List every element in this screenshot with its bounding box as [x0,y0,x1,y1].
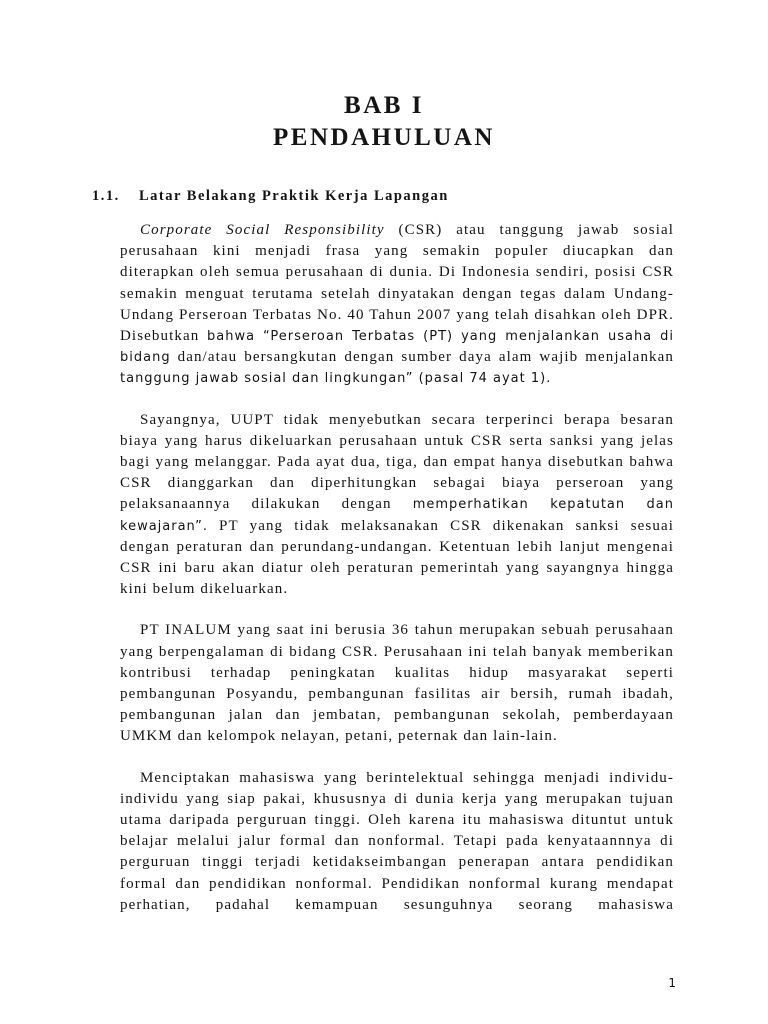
paragraph-1-text-a: (CSR) atau tanggung jawab sosial perusahaan kini menjadi frasa yang semakin populer diucapkan dan diterapkan oleh semua perusahaan di dunia. Di Indonesia sendiri, posisi CSR semakin menguat terutama setelah dinyatakan dengan tegas dalam Undang-Undang Perseroan Terbatas No. 40 Tahun 2007 yang telah disahkan oleh DPR. Disebutkan [120,222,674,345]
law-quote-end: tanggung jawab sosial dan lingkungan” (pasal 74 ayat 1). [120,371,552,387]
chapter-number: BAB I [344,92,424,119]
paragraph-1 [120,220,674,390]
csr-term: Corporate Social Responsibility [140,222,385,238]
paragraph-2-text-b: PT yang tidak melaksanakan CSR dikenakan sanksi sesuai dengan peraturan dan perundang-undangan. Ketentuan lebih lanjut mengenai CSR ini baru akan diatur oleh peraturan pemerintah yang sayangnya hingga kini belum dikeluarkan. [120,517,674,598]
paragraph-1-text-b: dan/atau bersangkutan dengan sumber daya alam wajib menjalankan [170,349,674,366]
paragraph-2-sans-phrase: memperhatikan kepatutan dan kewajaran”. [120,497,674,534]
paragraph-3: PT INALUM yang saat ini berusia 36 tahun merupakan sebuah perusahaan yang berpengalaman di bidang CSR. Perusahaan ini telah banyak memberikan kontribusi terhadap peningkatan kualitas hidup masyarakat seperti pembangunan Posyandu, pembangunan fasilitas air bersih, rumah ibadah, pembangunan jalan dan jembatan, pembangunan sekolah, pemberdayaan UMKM dan kelompok nelayan, petani, peternak dan lain-lain. [120,622,674,745]
section-title: Latar Belakang Praktik Kerja Lapangan [139,188,449,204]
paragraph-4: Menciptakan mahasiswa yang berintelektual sehingga menjadi individu-individu yang siap pakai, khususnya di dunia kerja yang merupakan tujuan utama daripada perguruan tinggi. Oleh karena itu mahasiswa dituntut untuk belajar melalui jalur formal dan nonformal. Tetapi pada kenyataannnya di perguruan tinggi terjadi ketidakseimbangan penerapan antara pendidikan formal dan pendidikan nonformal. Pendidikan nonformal kurang mendapat perhatian, padahal kemampuan sesunguhnya seorang mahasiswa [120,769,674,913]
law-quote-start: bahwa “Perseroan Terbatas (PT) yang menjalankan usaha di bidang [120,329,674,366]
paragraph-2 [120,410,674,601]
body-text [120,220,674,916]
section-heading [92,188,449,205]
chapter-title: PENDAHULUAN [273,124,495,151]
section-number: 1.1. [92,188,120,204]
paragraph-2-text-a: Sayangnya, UUPT tidak menyebutkan secara terperinci berapa besaran biaya yang harus dikeluarkan perusahaan untuk CSR serta sanksi yang jelas bagi yang melanggar. Pada ayat dua, tiga, dan empat hanya disebutkan bahwa CSR dianggarkan dan diperhitungkan sebagai biaya perseroan yang pelaksanaannya dilakukan dengan [120,411,674,513]
page-number: 1 [668,976,676,990]
